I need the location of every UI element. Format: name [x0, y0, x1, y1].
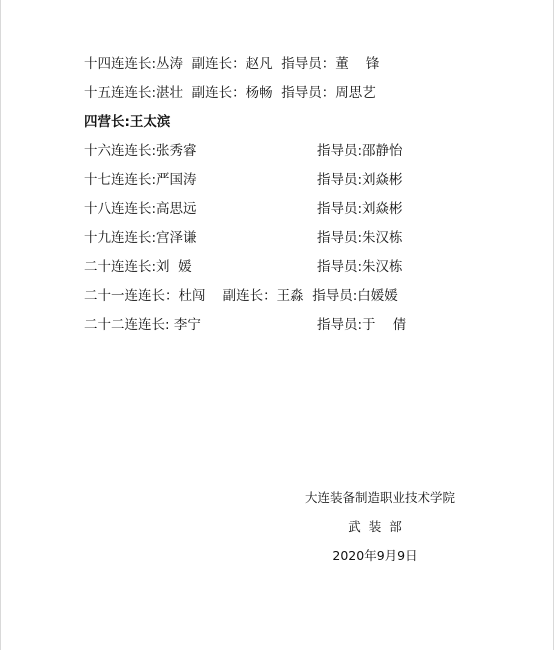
footer-department: 武 装 部: [348, 519, 402, 534]
company-22-instructor: 指导员:于 倩: [317, 317, 407, 333]
company-16-leader: 十六连连长:张秀睿: [84, 143, 197, 159]
footer-organization: 大连装备制造职业技术学院: [304, 490, 455, 505]
company-20-leader: 二十连连长:刘 媛: [84, 259, 192, 275]
company-17-leader: 十七连连长:严国涛: [84, 172, 197, 188]
company-15-line: 十五连连长:湛壮 副连长：杨畅 指导员：周思艺: [84, 85, 376, 101]
footer-date: 2020年9月9日: [332, 548, 418, 563]
company-18-instructor: 指导员:刘焱彬: [317, 201, 403, 217]
company-22-leader: 二十二连连长: 李宁: [84, 317, 201, 333]
company-21-line: 二十一连连长：杜闯 副连长：王淼 指导员:白媛媛: [84, 288, 398, 304]
company-18-leader: 十八连连长:高思远: [84, 201, 197, 217]
company-16-instructor: 指导员:邵静怡: [317, 143, 403, 159]
company-19-leader: 十九连连长:宫泽谦: [84, 230, 197, 246]
company-17-instructor: 指导员:刘焱彬: [317, 172, 403, 188]
battalion-4-heading: 四营长:王太滨: [84, 114, 171, 130]
company-20-instructor: 指导员:朱汉栋: [317, 259, 403, 275]
company-14-line: 十四连连长:丛涛 副连长：赵凡 指导员：董 锋: [84, 56, 380, 72]
page-left-edge: [0, 0, 1, 650]
company-19-instructor: 指导员:朱汉栋: [317, 230, 403, 246]
